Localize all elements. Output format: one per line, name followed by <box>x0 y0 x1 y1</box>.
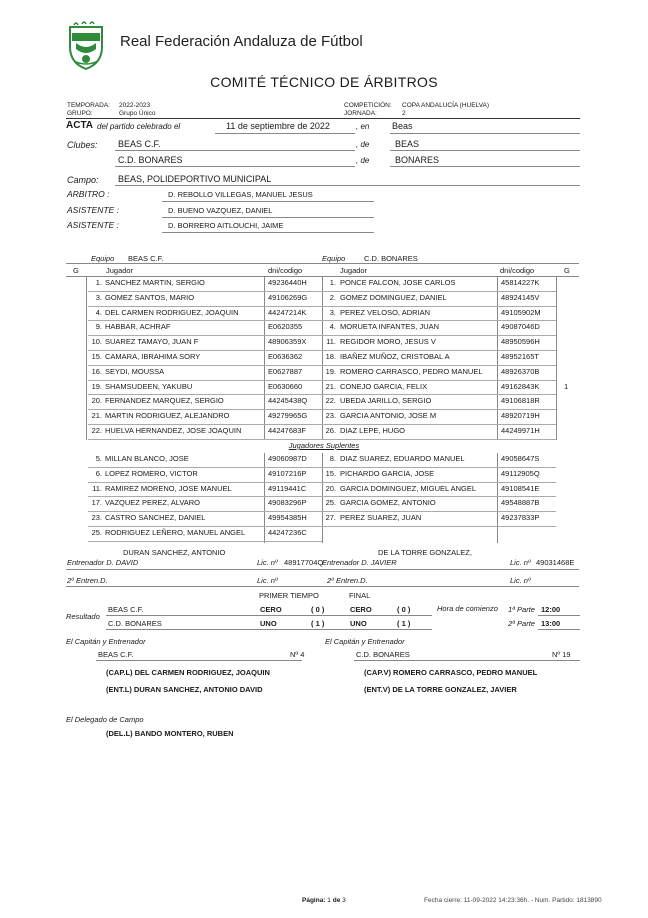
player-number: 9. <box>95 322 102 332</box>
row-rule <box>88 496 322 497</box>
player-dni: 49058647S <box>501 454 540 463</box>
row-rule <box>88 365 322 366</box>
hora-label: Hora de comienzo <box>437 604 498 613</box>
row-rule <box>88 306 322 307</box>
player-number: 4. <box>329 322 336 332</box>
player-name: DIAZ SUAREZ, EDUARDO MANUEL <box>340 454 465 463</box>
player-dni: 49236440H <box>268 278 307 287</box>
club1-town-underline <box>390 150 580 151</box>
player-number: 1. <box>95 278 102 287</box>
delegado-name: (DEL.L) BANDO MONTERO, RUBEN <box>106 729 234 738</box>
player-number: 18. <box>325 352 336 361</box>
away-g-divider <box>556 276 557 440</box>
away-dni-divider <box>497 276 498 440</box>
final-label: FINAL <box>349 591 371 600</box>
captain-home-rule <box>96 660 302 661</box>
player-dni: 49279965G <box>268 411 308 421</box>
club2-underline <box>115 166 355 167</box>
player-name: VAZQUEZ PEREZ, ALVARO <box>105 498 201 508</box>
home-captain-label: El Capitán y Entrenador <box>66 637 146 646</box>
en-label: , en <box>356 122 370 131</box>
footer-pagination <box>302 897 346 904</box>
celebrado-label: del partido celebrado el <box>97 122 181 131</box>
home-coach-signer: (ENT.L) DURAN SANCHEZ, ANTONIO DAVID <box>106 685 263 694</box>
row-rule <box>322 394 556 395</box>
row-rule <box>88 380 322 381</box>
home-second-coach-label: 2º Entren.D. <box>67 576 108 585</box>
player-name: RODRIGUEZ LEÑERO, MANUEL ANGEL <box>105 528 246 537</box>
player-dni: 44245438Q <box>268 396 308 406</box>
player-number: 4. <box>95 307 102 317</box>
player-dni: 45814227K <box>501 278 540 287</box>
player-dni: E0620355 <box>268 322 303 332</box>
club2-name: C.D. BONARES <box>118 155 183 165</box>
result-row1-rule <box>106 615 432 616</box>
player-number: 20. <box>91 396 102 406</box>
row-rule <box>88 467 322 468</box>
row-rule <box>88 394 322 395</box>
player-dni: 48906359X <box>268 337 307 347</box>
player-number: 3. <box>329 307 336 317</box>
official-underline <box>162 217 374 218</box>
de-label: de <box>332 897 341 904</box>
pagina-label: Página: <box>302 897 326 904</box>
player-number: 6. <box>95 468 102 478</box>
club1-town: BEAS <box>395 139 420 149</box>
result-row2-rule <box>106 629 432 630</box>
player-dni: 48950596H <box>501 337 540 347</box>
player-name: GOMEZ DOMINGUEZ, DANIEL <box>340 292 447 302</box>
row-rule <box>88 424 322 425</box>
player-dni: E0630660 <box>268 381 303 391</box>
player-name: IBAÑEZ MUÑOZ, CRISTOBAL A <box>340 352 450 361</box>
player-name: MORUETA INFANTES, JUAN <box>340 322 440 332</box>
second-coach-rule <box>66 586 579 587</box>
player-name: SANCHEZ MARTIN, SERGIO <box>105 278 205 287</box>
player-number: 10. <box>91 337 102 347</box>
official-name: D. BUENO VAZQUEZ, DANIEL <box>168 206 273 215</box>
roster-header-top <box>66 263 579 264</box>
official-role: ARBITRO : <box>67 189 110 199</box>
home-dni-header: dni/codigo <box>268 266 303 275</box>
grupo-value: Grupo Único <box>119 110 156 117</box>
player-name: GARCIA ANTONIO, JOSE M <box>340 411 437 421</box>
delegado-label: El Delegado de Campo <box>66 715 144 724</box>
away-coach-lic: 49031468E <box>536 558 575 567</box>
player-number: 19. <box>325 366 336 376</box>
result-home-ft: ( 0 ) <box>397 605 411 614</box>
parte1-label: 1ª Parte <box>508 605 535 614</box>
home-coach-label: Entrenador D. DAVID <box>67 558 139 567</box>
row-rule <box>88 291 322 292</box>
official-role: ASISTENTE : <box>67 220 119 230</box>
row-rule <box>322 335 556 336</box>
away-coach-name: DE LA TORRE GONZALEZ, <box>378 548 472 557</box>
away-jugador-header: Jugador <box>340 266 368 275</box>
player-name: ROMERO CARRASCO, PEDRO MANUEL <box>340 366 483 376</box>
home-coach-lic: 48917704Q <box>284 558 324 567</box>
player-number: 11. <box>326 337 336 347</box>
player-number: 27. <box>325 513 336 523</box>
official-name: D. BORRERO AITLOUCHI, JAIME <box>168 221 284 230</box>
player-dni: 49083296P <box>268 498 307 508</box>
home-dni-divider <box>264 276 265 440</box>
club2-town: BONARES <box>395 155 440 165</box>
away-lic-label: Lic. nº <box>510 558 531 567</box>
row-rule <box>322 439 556 440</box>
official-underline <box>162 232 374 233</box>
player-number: 15. <box>91 352 102 361</box>
row-rule <box>322 424 556 425</box>
player-number: 15. <box>325 468 336 478</box>
row-rule <box>88 335 322 336</box>
official-role: ASISTENTE : <box>67 205 119 215</box>
result-away-ht: ( 1 ) <box>311 619 325 628</box>
player-number: 22. <box>325 396 336 406</box>
result-home-ft-word: CERO <box>350 605 372 614</box>
club1-de-label: , de <box>356 140 370 149</box>
player-dni: 49106269G <box>268 292 308 302</box>
clubes-label: Clubes: <box>67 140 98 150</box>
captain-away-rule <box>354 660 580 661</box>
player-dni: 48920719H <box>501 411 540 421</box>
competicion-label: COMPETICIÓN: <box>344 102 392 109</box>
club2-de-label: , de <box>356 156 370 165</box>
club2-town-underline <box>390 166 580 167</box>
player-number: 16. <box>91 366 102 376</box>
page-number: 1 <box>327 897 331 904</box>
place-underline <box>390 133 580 134</box>
player-name: LOPEZ ROMERO, VICTOR <box>105 468 198 478</box>
player-dni: 49106818R <box>501 396 540 406</box>
player-dni: 49105902M <box>501 307 541 317</box>
player-name: RAMIREZ MORENO, JOSE MANUEL <box>105 483 232 493</box>
home-equipo-label: Equipo <box>91 254 115 263</box>
away-equipo-label: Equipo <box>322 254 346 263</box>
row-rule <box>322 482 556 483</box>
player-name: PEREZ SUAREZ, JUAN <box>340 513 422 523</box>
campo-label: Campo: <box>67 175 99 185</box>
player-dni: 49548887B <box>501 498 540 508</box>
federation-logo <box>66 21 106 71</box>
player-name: HUELVA HERNANDEZ, JOSE JOAQUIN <box>105 426 242 435</box>
player-dni: 49060987D <box>268 454 307 463</box>
player-name: CAMARA, IBRAHIMA SORY <box>105 352 201 361</box>
player-name: SHAMSUDEEN, YAKUBU <box>105 381 193 391</box>
campo-underline <box>115 185 580 186</box>
player-name: UBEDA JARILLO, SERGIO <box>340 396 432 406</box>
player-dni: 49108541E <box>501 483 540 493</box>
away-g-header: G <box>564 266 570 275</box>
player-dni: 48952165T <box>501 352 539 361</box>
player-number: 3. <box>95 292 102 302</box>
match-place: Beas <box>392 121 413 131</box>
player-name: HABBAR, ACHRAF <box>105 322 171 332</box>
player-name: PEREZ VELOSO, ADRIAN <box>340 307 431 317</box>
row-rule <box>322 350 556 351</box>
row-rule <box>88 541 322 542</box>
away-second-lic-label: Lic. nº <box>510 576 531 585</box>
row-rule <box>322 409 556 410</box>
parte2-label: 2ª Parte <box>508 619 535 628</box>
player-number: 11. <box>92 483 102 493</box>
player-dni: E0627887 <box>268 366 303 376</box>
home-second-lic-label: Lic. nº <box>257 576 278 585</box>
player-name: GARCIA DOMINGUEZ, MIGUEL ANGEL <box>340 483 476 493</box>
primer-tiempo-label: PRIMER TIEMPO <box>259 591 319 600</box>
result-home-team: BEAS C.F. <box>108 605 144 614</box>
away-coach-label: Entrenador D. JAVIER <box>322 558 397 567</box>
match-date: 11 de septiembre de 2022 <box>226 121 330 131</box>
row-rule <box>322 380 556 381</box>
away-team-name: C.D. BONARES <box>364 254 418 263</box>
official-underline <box>162 201 374 202</box>
player-dni: 44249971H <box>501 426 540 435</box>
row-rule <box>322 511 556 512</box>
away-captain-name: (CAP.V) ROMERO CARRASCO, PEDRO MANUEL <box>364 668 538 677</box>
away-captain-label: El Capitán y Entrenador <box>325 637 405 646</box>
away-dni-header: dni/codigo <box>500 266 535 275</box>
jornada-label: JORNADA: <box>344 110 377 117</box>
player-name: SEYDI, MOUSSA <box>105 366 165 376</box>
result-away-ht-word: UNO <box>260 619 277 628</box>
player-name: REGIDOR MORO, JESUS V <box>340 337 436 347</box>
row-rule <box>322 526 556 527</box>
temporada-value: 2022-2023 <box>119 102 151 109</box>
coach-rule <box>66 569 579 570</box>
player-dni: 44247683F <box>268 426 306 435</box>
player-number: 25. <box>325 498 336 508</box>
player-dni: 48926370B <box>501 366 540 376</box>
home-coach-name: DURAN SANCHEZ, ANTONIO <box>123 548 226 557</box>
captain-home-team: BEAS C.F. <box>98 650 134 659</box>
player-number: 22. <box>91 426 102 435</box>
result-home-ht: ( 0 ) <box>311 605 325 614</box>
page-total: 3 <box>342 897 346 904</box>
player-name: DEL CARMEN RODRIGUEZ, JOAQUIN <box>105 307 239 317</box>
player-dni: 49087046D <box>501 322 540 332</box>
player-dni: 44247214K <box>268 307 307 317</box>
player-dni: E0636362 <box>268 352 303 361</box>
home-team-name: BEAS C.F. <box>128 254 164 263</box>
row-rule <box>322 496 556 497</box>
acta-label: ACTA <box>66 120 94 131</box>
row-rule <box>88 439 322 440</box>
away-second-coach-label: 2º Entren.D. <box>327 576 368 585</box>
player-dni: 49107216P <box>268 468 307 478</box>
row-rule <box>322 320 556 321</box>
player-number: 1. <box>329 278 336 287</box>
player-name: PICHARDO GARCIA, JOSE <box>340 468 435 478</box>
player-name: FERNANDEZ MARQUEZ, SERGIO <box>105 396 224 406</box>
footer-closing-info: Fecha cierre: 11-09-2022 14:23:36h. - Num. Partido: 1813890 <box>424 897 602 904</box>
club1-name: BEAS C.F. <box>118 139 161 149</box>
player-name: SUAREZ TAMAYO, JUAN F <box>105 337 199 347</box>
row-rule <box>88 526 322 527</box>
player-number: 25. <box>91 528 102 537</box>
player-dni: 49237833P <box>501 513 540 523</box>
player-number: 5. <box>95 454 102 463</box>
result-away-ft-word: UNO <box>350 619 367 628</box>
player-dni: 44247236C <box>268 528 307 537</box>
row-rule <box>88 511 322 512</box>
player-number: 2. <box>329 292 336 302</box>
home-g-header: G <box>73 266 79 275</box>
home-lic-label: Lic. nº <box>257 558 278 567</box>
player-dni: 49119441C <box>268 483 307 493</box>
row-rule <box>88 320 322 321</box>
player-name: MARTIN RODRIGUEZ, ALEJANDRO <box>105 411 230 421</box>
player-dni: 49954385H <box>268 513 307 523</box>
player-dni: 49162843K <box>501 381 540 391</box>
captain-away-number: Nº 19 <box>552 650 571 659</box>
player-number: 23. <box>91 513 102 523</box>
result-away-ft: ( 1 ) <box>397 619 411 628</box>
row-rule <box>88 409 322 410</box>
player-number: 21. <box>325 381 336 391</box>
temporada-label: TEMPORADA: <box>67 102 110 109</box>
player-name: DIAZ LEPE, HUGO <box>340 426 406 435</box>
parte2-rule <box>538 629 580 630</box>
row-rule <box>88 482 322 483</box>
player-number: 19. <box>91 381 102 391</box>
home-jugador-header: Jugador <box>106 266 134 275</box>
parte2-time: 13:00 <box>541 619 561 628</box>
player-name: CONEJO GARCIA, FELIX <box>340 381 428 391</box>
row-rule <box>322 291 556 292</box>
player-number: 21. <box>91 411 102 421</box>
row-rule <box>322 306 556 307</box>
home-g-divider <box>86 276 87 440</box>
campo-value: BEAS, POLIDEPORTIVO MUNICIPAL <box>118 174 272 184</box>
date-underline <box>215 133 355 134</box>
official-name: D. REBOLLO VILLEGAS, MANUEL JESUS <box>168 190 313 199</box>
player-name: GOMEZ SANTOS, MARIO <box>105 292 195 302</box>
player-number: 20. <box>325 483 336 493</box>
suplentes-heading: Jugadores Suplentes <box>288 441 360 450</box>
row-rule <box>322 365 556 366</box>
home-captain-name: (CAP.L) DEL CARMEN RODRIGUEZ, JOAQUIN <box>106 668 270 677</box>
player-number: 17. <box>91 498 102 508</box>
competicion-value: COPA ANDALUCÍA (HUELVA) <box>402 102 490 109</box>
player-dni: 49112905Q <box>501 468 540 478</box>
player-number: 23. <box>325 411 336 421</box>
player-number: 26. <box>325 426 336 435</box>
resultado-label: Resultado <box>66 612 100 621</box>
grupo-label: GRUPO: <box>67 110 93 117</box>
player-name: CASTRO SANCHEZ, DANIEL <box>105 513 206 523</box>
player-name: PONCE FALCON, JOSE CARLOS <box>340 278 456 287</box>
federation-name: Real Federación Andaluza de Fútbol <box>120 33 363 50</box>
parte1-rule <box>538 615 580 616</box>
player-name: MILLAN BLANCO, JOSE <box>105 454 189 463</box>
captain-away-team: C.D. BONARES <box>356 650 410 659</box>
club1-underline <box>115 150 355 151</box>
page-title: COMITÉ TÉCNICO DE ÁRBITROS <box>210 74 438 90</box>
result-home-ht-word: CERO <box>260 605 282 614</box>
result-away-team: C.D. BONARES <box>108 619 162 628</box>
parte1-time: 12:00 <box>541 605 561 614</box>
acta-top-rule <box>66 118 580 119</box>
player-name: GARCIA GOMEZ, ANTONIO <box>340 498 436 508</box>
row-rule <box>322 467 556 468</box>
player-dni: 48924145V <box>501 292 540 302</box>
player-goals: 1 <box>564 381 569 391</box>
captain-home-number: Nº 4 <box>290 650 305 659</box>
jornada-value: 2 <box>402 110 406 117</box>
away-coach-signer: (ENT.V) DE LA TORRE GONZALEZ, JAVIER <box>364 685 517 694</box>
player-number: 8. <box>329 454 336 463</box>
row-rule <box>88 350 322 351</box>
